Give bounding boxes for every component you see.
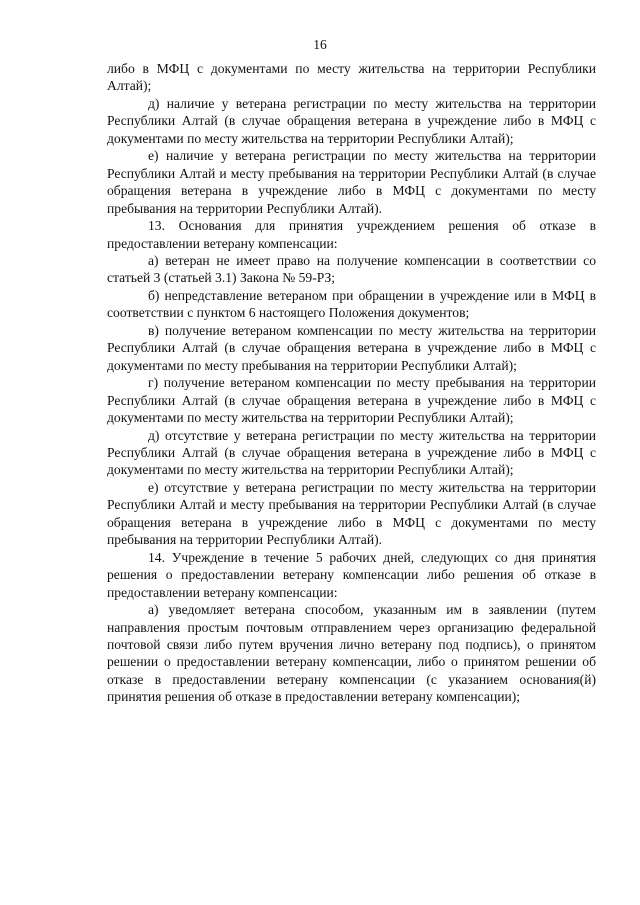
document-body — [107, 60, 596, 706]
paragraph-item-a-notify: а) уведомляет ветерана способом, указанным им в заявлении (путем направления простым почтовым отправлением через организацию федеральной почтовой связи либо путем вручения лично ветерану под подпись), о принятом решении о предоставлении ветерану компенсации, либо о принятом решении об отказе в предоставлении ветерану компенсации (с указанием основания(й) принятия решения об отказе в предоставлении ветерану компенсации); — [107, 602, 596, 705]
paragraph-item-a-refusal: а) ветеран не имеет право на получение компенсации в соответствии со статьей 3 (статьей 3.1) Закона № 59-РЗ; — [107, 252, 596, 286]
paragraph-item-g-refusal: г) получение ветераном компенсации по месту пребывания на территории Республики Алтай (в случае обращения ветерана в учреждение либо в МФЦ с документами по месту жительства на территории Республики Алтай); — [107, 375, 596, 426]
paragraph-item-e-refusal: е) отсутствие у ветерана регистрации по месту жительства на территории Республики Алтай и месту пребывания на территории Республики Алтай (в случае обращения ветерана в учреждение либо в МФЦ с документами по месту пребывания на территории Республики Алтай). — [107, 479, 596, 548]
paragraph-item-d-refusal: д) отсутствие у ветерана регистрации по месту жительства на территории Республики Алтай (в случае обращения ветерана в учреждение либо в МФЦ с документами по месту жительства на территории Республики Алтай); — [107, 427, 596, 478]
paragraph-item-b-refusal: б) непредставление ветераном при обращении в учреждение или в МФЦ в соответствии с пунктом 6 настоящего Положения документов; — [107, 287, 596, 321]
paragraph-section-14: 14. Учреждение в течение 5 рабочих дней, следующих со дня принятия решения о предоставлении ветерану компенсации либо решения об отказе в предоставлении ветерану компенсации: — [107, 549, 596, 600]
paragraph-continuation: либо в МФЦ с документами по месту жительства на территории Республики Алтай); — [107, 61, 596, 94]
paragraph-item-v-refusal: в) получение ветераном компенсации по месту жительства на территории Республики Алтай (в случае обращения ветерана в учреждение либо в МФЦ с документами по месту пребывания на территории Республики Алтай); — [107, 322, 596, 373]
paragraph-item-d-presence: д) наличие у ветерана регистрации по месту жительства на территории Республики Алтай (в случае обращения ветерана в учреждение либо в МФЦ с документами по месту жительства на территории Республики Алтай); — [107, 95, 596, 146]
page-number: 16 — [313, 37, 327, 52]
paragraph-item-e-presence: е) наличие у ветерана регистрации по месту жительства на территории Республики Алтай и месту пребывания на территории Республики Алтай (в случае обращения ветерана в учреждение либо в МФЦ с документами по месту пребывания на территории Республики Алтай). — [107, 148, 596, 216]
paragraph-section-13: 13. Основания для принятия учреждением решения об отказе в предоставлении ветерану компенсации: — [107, 218, 596, 251]
